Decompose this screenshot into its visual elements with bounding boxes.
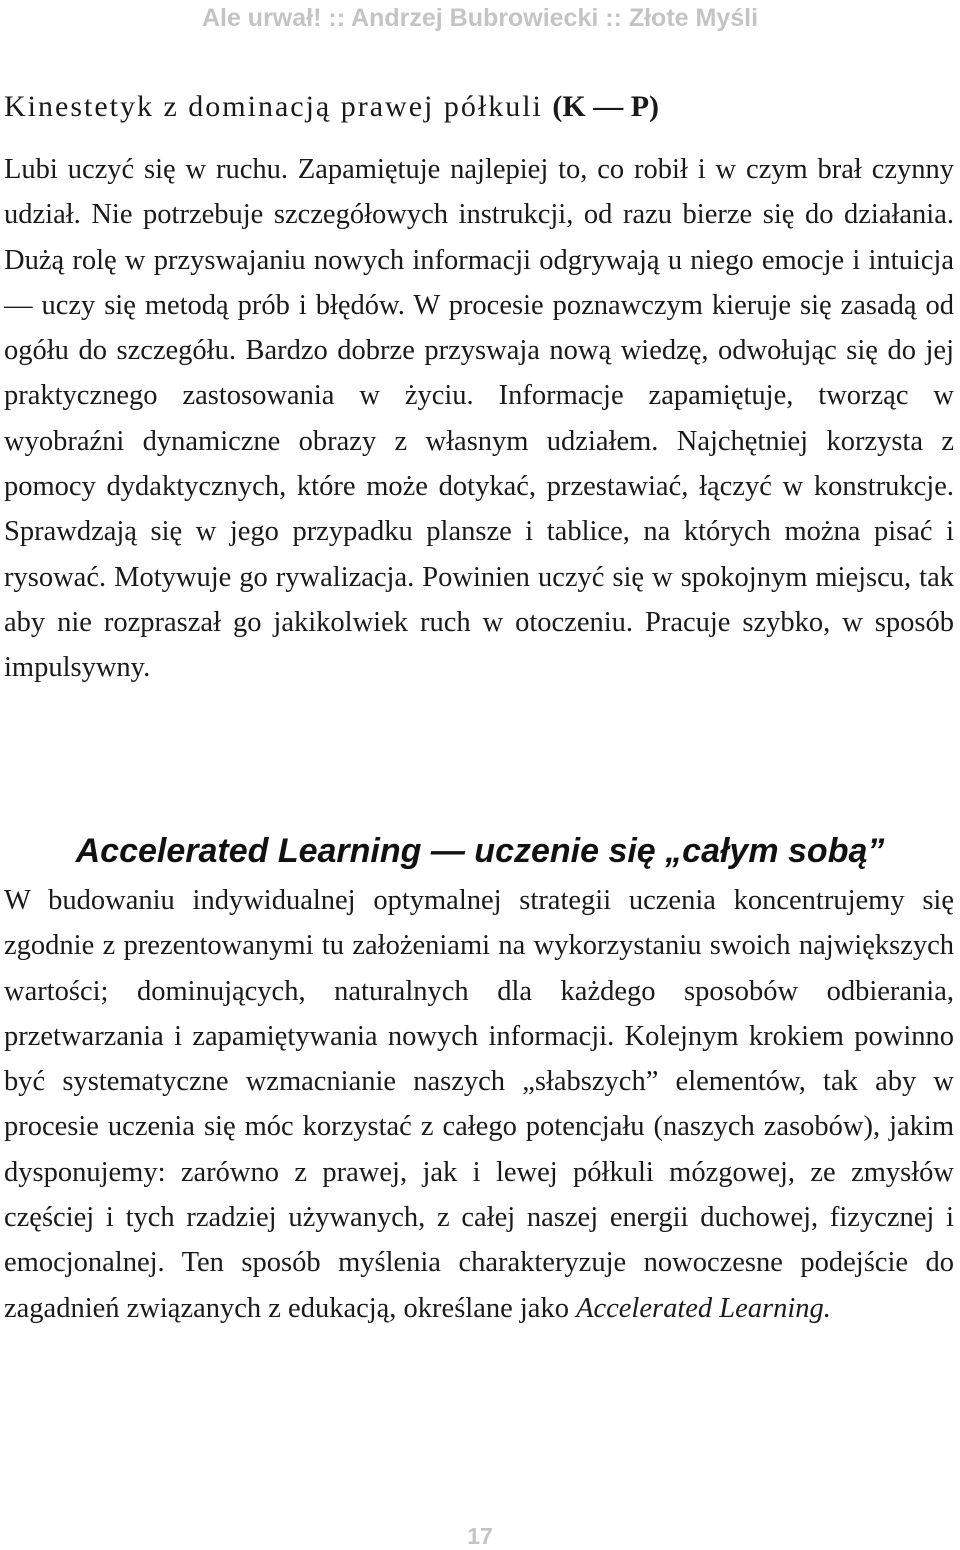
section-title-kinesthetic [4, 85, 659, 129]
accelerated-learning-paragraph [4, 878, 954, 1331]
running-header: Ale urwał! :: Andrzej Bubrowiecki :: Złote Myśli [201, 4, 759, 32]
section-title-marker: (K — P) [552, 90, 660, 123]
section-title-text: Kinestetyk z dominacją prawej półkuli [4, 90, 543, 123]
accelerated-learning-heading: Accelerated Learning — uczenie się „całym sobą” [75, 832, 885, 870]
accelerated-learning-term: Accelerated Learning. [576, 1292, 831, 1324]
page-number: 17 [467, 1523, 493, 1549]
kinesthetic-paragraph: Lubi uczyć się w ruchu. Zapamiętuje najlepiej to, co robił i w czym brał czynny udział. Nie potrzebuje szczegółowych instrukcji, od razu bierze się do działania. Dużą rolę w przyswajaniu nowych informacji odgrywają u niego emocje i intuicja — uczy się metodą prób i błędów. W procesie poznawczym kieruje się zasadą od ogółu do szczegółu. Bardzo dobrze przyswaja nową wiedzę, odwołując się do jej praktycznego zastosowania w życiu. Informacje zapamiętuje, tworząc w wyobraźni dynamiczne obrazy z własnym udziałem. Najchętniej korzysta z pomocy dydaktycznych, które może dotykać, przestawiać, łączyć w konstrukcje. Sprawdzają się w jego przypadku plansze i tablice, na których można pisać i rysować. Motywuje go rywalizacja. Powinien uczyć się w spokojnym miejscu, tak aby nie rozpraszał go jakikolwiek ruch w otoczeniu. Pracuje szybko, w sposób impulsywny. [4, 154, 954, 684]
accelerated-learning-body: W budowaniu indywidualnej optymalnej strategii uczenia koncentrujemy się zgodnie z prezentowanymi tu założeniami na wykorzystaniu swoich największych wartości; dominujących, naturalnych dla każdego sposobów odbierania, przetwarzania i zapamiętywania nowych informacji. Kolejnym krokiem powinno być systematyczne wzmacnianie naszych „słabszych” elementów, tak aby w procesie uczenia się móc korzystać z całego potencjału (naszych zasobów), jakim dysponujemy: zarówno z prawej, jak i lewej półkuli mózgowej, ze zmysłów częściej i tych rzadziej używanych, z całej naszej energii duchowej, fizycznej i emocjonalnej. Ten sposób myślenia charakteryzuje nowoczesne podejście do zagadnień związanych z edukacją, określane jako [4, 885, 954, 1324]
